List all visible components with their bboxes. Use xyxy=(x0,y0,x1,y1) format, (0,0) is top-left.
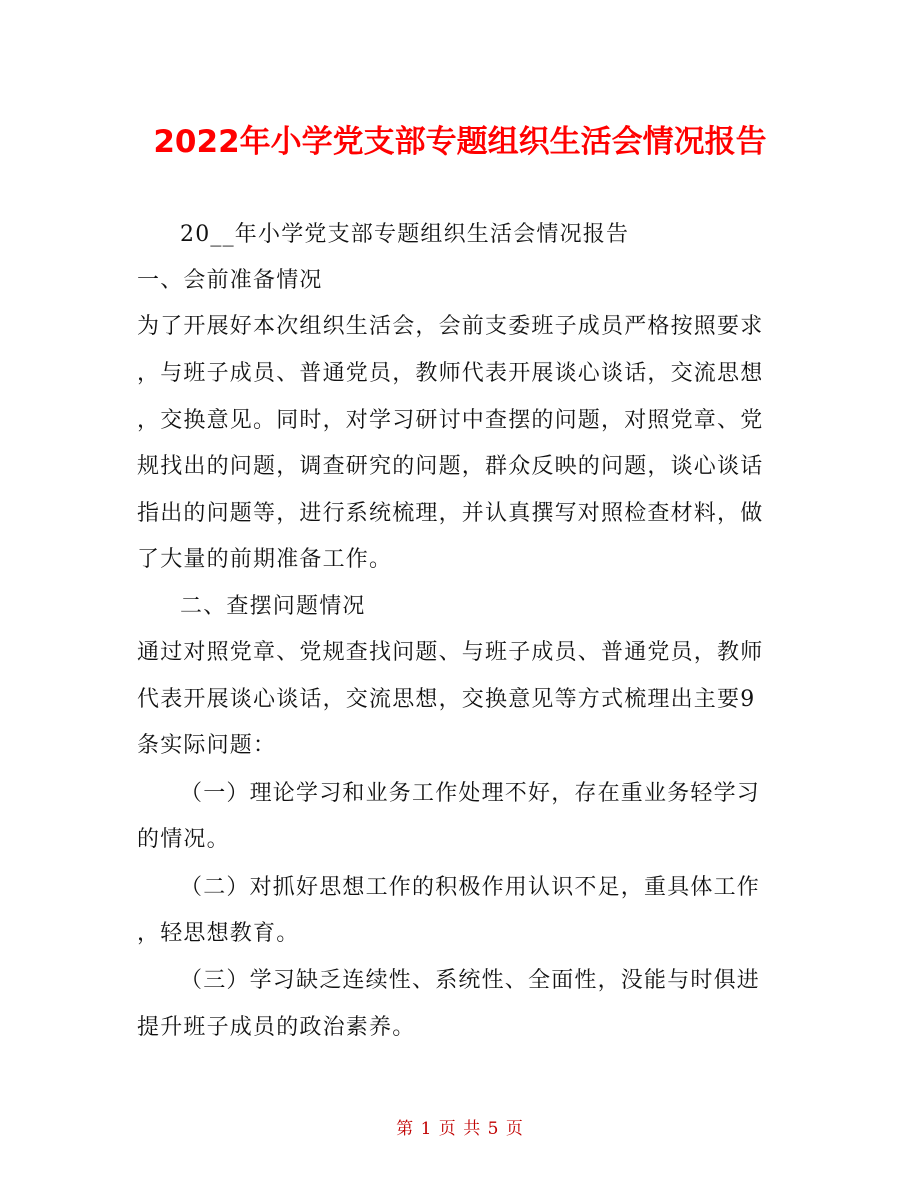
list-item-line: （二）对抓好思想工作的积极作用认识不足，重具体工作 xyxy=(180,875,761,900)
paragraph-line: ，交换意见。同时，对学习研讨中查摆的问题，对照党章、党 xyxy=(137,408,764,433)
paragraph-line: 了大量的前期准备工作。 xyxy=(137,547,393,572)
paragraph-line: 为了开展好本次组织生活会，会前支委班子成员严格按照要求 xyxy=(137,314,764,339)
list-item-line: ，轻思想教育。 xyxy=(137,921,300,946)
paragraph-line: ，与班子成员、普通党员，教师代表开展谈心谈话，交流思想 xyxy=(137,361,764,386)
list-item-line: （一）理论学习和业务工作处理不好，存在重业务轻学习 xyxy=(180,781,761,806)
paragraph-line: 规找出的问题，调查研究的问题，群众反映的问题，谈心谈话 xyxy=(137,454,764,479)
list-item-line: 提升班子成员的政治素养。 xyxy=(137,1015,416,1040)
section-heading-1: 一、会前准备情况 xyxy=(137,268,323,293)
list-item-line: 的情况。 xyxy=(137,827,230,852)
document-title: 2022年小学党支部专题组织生活会情况报告 xyxy=(153,124,767,160)
paragraph-line: 通过对照党章、党规查找问题、与班子成员、普通党员，教师 xyxy=(137,640,764,665)
paragraph-line: 条实际问题： xyxy=(137,733,277,758)
list-item-line: （三）学习缺乏连续性、系统性、全面性，没能与时俱进 xyxy=(180,968,761,993)
section-heading-2: 二、查摆问题情况 xyxy=(180,594,366,619)
subtitle-line: 20__年小学党支部专题组织生活会情况报告 xyxy=(180,222,630,247)
paragraph-line: 代表开展谈心谈话，交流思想，交换意见等方式梳理出主要9 xyxy=(137,687,756,712)
paragraph-line: 指出的问题等，进行系统梳理，并认真撰写对照检查材料，做 xyxy=(137,501,764,526)
page-number-footer: 第 1 页 共 5 页 xyxy=(396,1119,524,1139)
